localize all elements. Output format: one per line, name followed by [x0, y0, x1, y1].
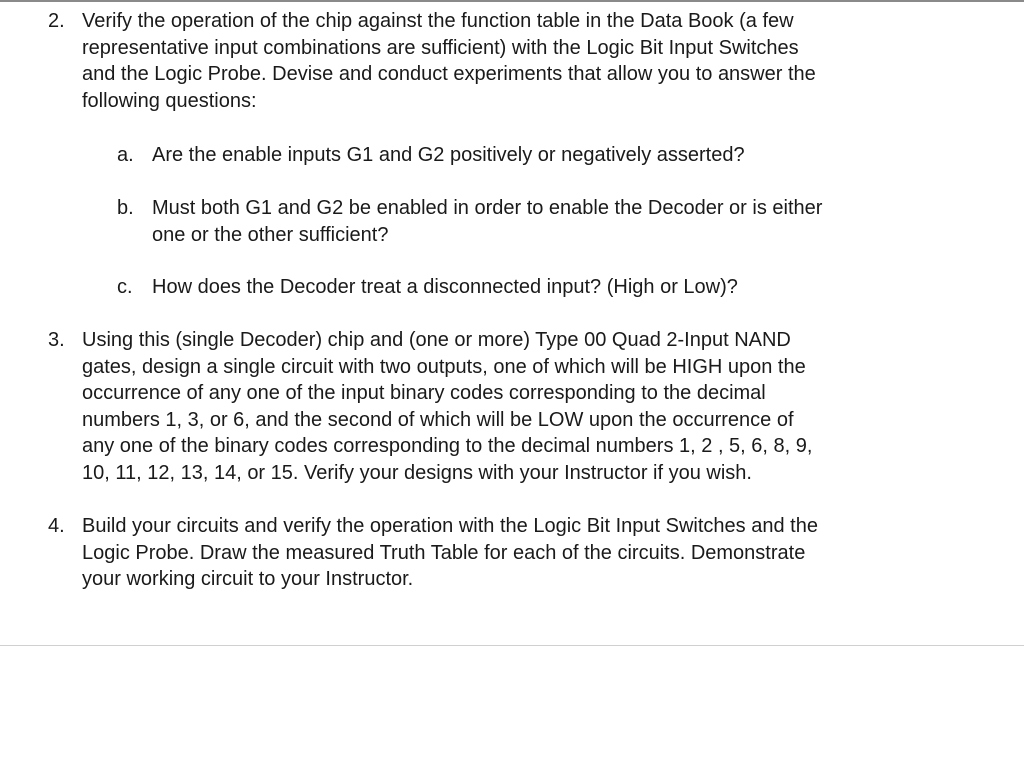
sub-item-letter: c.: [117, 276, 133, 298]
sub-item-letter: b.: [117, 197, 134, 219]
text-line: occurrence of any one of the input binary codes corresponding to the decimal: [82, 382, 766, 405]
item-text: [82, 513, 952, 593]
item-number: 2.: [48, 10, 65, 32]
text-line: Verify the operation of the chip against the function table in the Data Book (a few: [82, 10, 794, 32]
sub-item-letter: a.: [117, 144, 134, 166]
text-line: Using this (single Decoder) chip and (one or more) Type 00 Quad 2-Input NAND: [82, 329, 791, 351]
sub-item-text: [152, 142, 942, 169]
text-line: and the Logic Probe. Devise and conduct experiments that allow you to answer the: [82, 63, 816, 86]
top-divider: [0, 0, 1024, 2]
sub-item-text: [152, 195, 942, 248]
item-number: 4.: [48, 515, 65, 537]
text-line: Are the enable inputs G1 and G2 positively or negatively asserted?: [152, 144, 745, 166]
text-line: any one of the binary codes corresponding to the decimal numbers 1, 2 , 5, 6, 8, 9,: [82, 435, 813, 458]
text-line: numbers 1, 3, or 6, and the second of which will be LOW upon the occurrence of: [82, 408, 794, 431]
text-line: Must both G1 and G2 be enabled in order to enable the Decoder or is either: [152, 197, 823, 219]
item-number: 3.: [48, 329, 65, 351]
item-text: [82, 8, 952, 114]
text-line: following questions:: [82, 89, 257, 112]
text-line: your working circuit to your Instructor.: [82, 568, 414, 591]
text-line: 10, 11, 12, 13, 14, or 15. Verify your designs with your Instructor if you wish.: [82, 461, 752, 484]
sub-item-text: [152, 274, 942, 301]
text-line: gates, design a single circuit with two outputs, one of which will be HIGH upon the: [82, 355, 806, 378]
bottom-divider: [0, 645, 1024, 646]
text-line: one or the other sufficient?: [152, 223, 389, 246]
text-line: Logic Probe. Draw the measured Truth Table for each of the circuits. Demonstrate: [82, 541, 806, 564]
item-text: [82, 327, 952, 487]
text-line: How does the Decoder treat a disconnected input? (High or Low)?: [152, 276, 738, 298]
text-line: Build your circuits and verify the operation with the Logic Bit Input Switches and the: [82, 515, 818, 537]
text-line: representative input combinations are sufficient) with the Logic Bit Input Switches: [82, 36, 799, 59]
